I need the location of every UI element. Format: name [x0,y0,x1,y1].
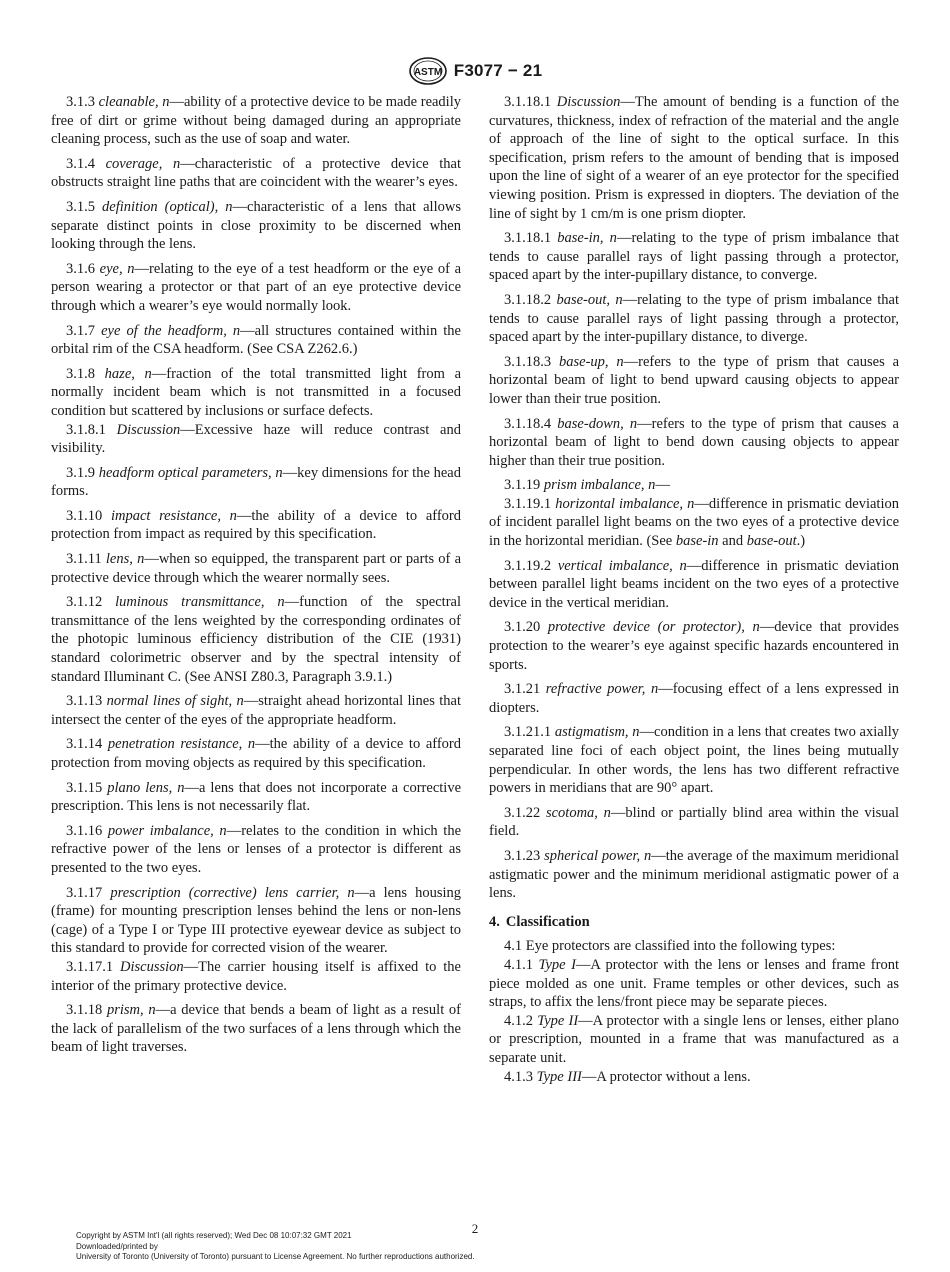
classification-item: 4.1.2 Type II—A protector with a single lens or lenses, either plano or prescription, mounted in a frame that was manufactured as a separate unit. [489,1012,899,1066]
definition-paragraph: 3.1.16 power imbalance, n—relates to the condition in which the refractive power of the lens or lenses of a protector is different as presented to the two eyes. [51,822,462,876]
classification-item: 4.1.3 Type III—A protector without a lens. [504,1068,751,1085]
astm-logo [408,56,448,86]
definition-paragraph: 3.1.19.2 vertical imbalance, n—difference in prismatic deviation between parallel light beams incident on the two eyes of a protective device in the vertical meridian. [489,557,899,611]
right-column [489,93,899,1086]
footer-line: Copyright by ASTM Int'l (all rights reserved); Wed Dec 08 10:07:32 GMT 2021 [76,1231,352,1240]
definition-paragraph: 3.1.18.4 base-down, n—refers to the type of prism that causes a horizontal beam of light to bend down causing objects to appear higher than their true position. [489,415,899,469]
definition-paragraph: 3.1.20 protective device (or protector), n—device that provides protection to the wearer’s eye against specific hazards encountered in sports. [489,619,900,673]
definition-paragraph: 3.1.12 luminous transmittance, n—function of the spectral transmittance of the lens weighted by the corresponding ordinates of the photopic luminous efficiency distribution of the CIE (1931) standard colorimetric observer and by the spectral intensity of standard Illuminant C. (See ANSI Z80.3, Paragraph 3.9.1.) [51,594,461,685]
definition-paragraph: 3.1.18 prism, n—a device that bends a beam of light as a result of the lack of parallelism of the two surfaces of a lens through which the beam of light traverses. [51,1002,462,1056]
classification-intro: 4.1 Eye protectors are classified into the following types: [504,938,836,955]
classification-item: 4.1.1 Type I—A protector with the lens or lenses and frame front piece molded as one unit. Frame temples or other devices, such as straps, to affix the lens/front piece may be separate pieces. [489,956,899,1011]
document-number: F3077 − 21 [453,61,543,80]
definition-paragraph: 3.1.18.3 base-up, n—refers to the type of prism that causes a horizontal beam of light to bend upward causing objects to appear lower than their true position. [489,353,899,407]
footer-line: University of Toronto (University of Toronto) pursuant to License Agreement. No further reproductions authorized. [76,1252,475,1261]
definition-paragraph: 3.1.15 plano lens, n—a lens that does not incorporate a corrective prescription. This lens is not necessarily flat. [51,779,462,815]
definition-paragraph: 3.1.18.2 base-out, n—relating to the type of prism imbalance that tends to cause parallel rays of light passing through a protector, spaced apart by the inter-pupillary distance, to diverge. [489,291,900,346]
definition-paragraph: 3.1.21 refractive power, n—focusing effect of a lens expressed in diopters. [489,681,899,716]
definition-paragraph: 3.1.14 penetration resistance, n—the ability of a device to afford protection from moving objects as required by this specification. [51,736,461,771]
left-column [51,93,461,1063]
footer-line: Downloaded/printed by [76,1241,158,1251]
definition-paragraph: 3.1.23 spherical power, n—the average of the maximum meridional astigmatic power and the minimum meridional astigmatic power of a lens. [489,847,899,902]
definition-paragraph: 3.1.6 eye, n—relating to the eye of a test headform or the eye of a person wearing a protector or that part of an eye protective device through which a wearer’s eye would normally look. [51,260,462,314]
definition-paragraph: 3.1.11 lens, n—when so equipped, the transparent part or parts of a protective device through which the wearer normally sees. [51,551,462,586]
discussion-paragraph: 3.1.17.1 Discussion—The carrier housing itself is affixed to the interior of the primary protective device. [51,958,461,994]
definition-paragraph: 3.1.19 prism imbalance, n— [504,477,670,494]
definition-paragraph: 3.1.7 eye of the headform, n—all structures contained within the orbital rim of the CSA headform. (See CSA Z262.6.) [51,322,461,358]
definition-paragraph: 3.1.8 haze, n—fraction of the total transmitted light from a normally incident beam which is not transmitted in a focused condition but scattered by inclusions or surface defects. [51,365,462,419]
definition-paragraph: 3.1.19.1 horizontal imbalance, n—difference in prismatic deviation of incident parallel light beams on the two eyes of a protective device in the horizontal meridian. (See base-in and base-out.) [489,495,899,550]
page-header [0,56,950,86]
definition-paragraph: 3.1.9 headform optical parameters, n—key dimensions for the head forms. [51,464,461,500]
section-heading: 4. Classification [489,913,590,930]
definition-paragraph: 3.1.3 cleanable, n—ability of a protective device to be made readily free of dirt or grime without being damaged during an appropriate cleaning process, such as the use of soap and water. [51,94,461,148]
definition-paragraph: 3.1.4 coverage, n—characteristic of a protective device that obstructs straight line paths that are coincident with the wearer’s eyes. [51,155,461,191]
definition-paragraph: 3.1.10 impact resistance, n—the ability of a device to afford protection from impact as required by this specification. [51,507,461,543]
logo-text: ASTM [413,67,442,78]
discussion-paragraph: 3.1.8.1 Discussion—Excessive haze will reduce contrast and visibility. [51,421,461,457]
definition-paragraph: 3.1.18.1 base-in, n—relating to the type of prism imbalance that tends to cause parallel rays of light passing through a protector, spaced apart by the inter-pupillary distance, to converge. [489,230,899,284]
definition-paragraph: 3.1.5 definition (optical), n—characteristic of a lens that allows separate distinct points in close proximity to be discerned when looking through the lens. [51,198,461,253]
definition-paragraph: 3.1.22 scotoma, n—blind or partially blind area within the visual field. [489,804,899,840]
definition-paragraph: 3.1.21.1 astigmatism, n—condition in a lens that creates two axially separated line foci of each object point, the lines being mutually perpendicular. In other words, the lens has two different refractive powers in meridians that are 90° apart. [489,724,900,797]
definition-paragraph: 3.1.17 prescription (corrective) lens carrier, n—a lens housing (frame) for mounting prescription lenses behind the lens or non-lens (cage) of a Type I or Type III protective eyewear device as subject to this standard to provide for corrected vision of the wearer. [51,884,462,957]
discussion-paragraph: 3.1.18.1 Discussion—The amount of bending is a function of the curvatures, thickness, index of refraction of the material and the angle of approach of the line of sight to the optical surface. In this specification, prism refers to the amount of bending that is imposed upon the line of sight of a wearer of an eye protector for the specified viewing position. Prism is expressed in diopters. The deviation of the line of sight by 1 cm/m is one prism diopter. [489,94,900,222]
page-number: 2 [471,1221,479,1236]
definition-paragraph: 3.1.13 normal lines of sight, n—straight ahead horizontal lines that intersect the center of the eyes of the appropriate headform. [51,693,462,728]
copyright-footer [76,1231,475,1263]
